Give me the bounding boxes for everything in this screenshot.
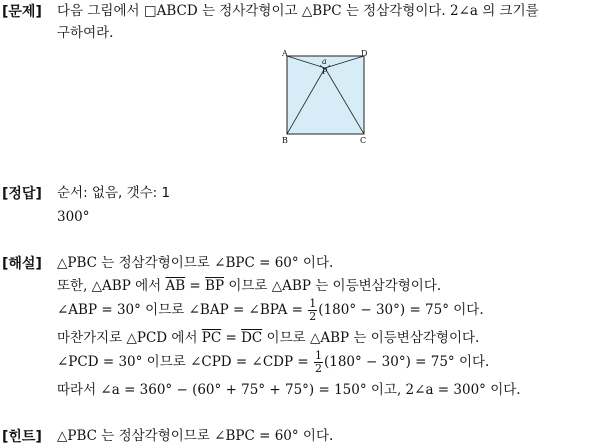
answer-text-line1: 순서: 없음, 갯수: 1 (57, 185, 171, 201)
answer-label: [정답] (2, 186, 42, 202)
fraction-one-half: $\frac{1}{2}$ (309, 297, 317, 323)
problem-text-line1: 다음 그림에서 □ABCD 는 정사각형이고 △BPC 는 정삼각형이다. 2∠a 의 크기를 (57, 3, 539, 19)
square-figure (276, 47, 376, 147)
angle-a-label: a (322, 57, 327, 66)
solution-line3: ∠ABP = 30° 이므로 ∠BAP = ∠BPA = $\frac{1}{2}$ (180° − 30°) = 75° 이다. (57, 297, 484, 323)
hint-label: [힌트] (2, 429, 42, 445)
vertex-b-label: B (282, 136, 288, 145)
solution-line4: 마찬가지로 △PCD 에서 $\overline{PC} = \overline{DC}$ 이므로 △ABP 는 이등변삼각형이다. (57, 330, 480, 346)
solution-line5: ∠PCD = 30° 이므로 ∠CPD = ∠CDP = $\frac{1}{2}$ (180° − 30°) = 75° 이다. (57, 349, 490, 375)
segment-pc-overline: $\overline{PC}$ (201, 330, 222, 346)
vertex-a-label: A (282, 49, 288, 58)
segment-dc-overline: $\overline{DC}$ (241, 330, 263, 346)
segment-bp-overline: $\overline{BP}$ (205, 278, 225, 294)
segment-ab-overline: $\overline{AB}$ (165, 278, 186, 294)
answer-value: 300° (57, 209, 90, 225)
problem-text-line2: 구하여라. (57, 25, 114, 41)
solution-line6: 따라서 ∠a = 360° − (60° + 75° + 75°) = 150° 이고, 2∠a = 300° 이다. (57, 382, 521, 398)
vertex-c-label: C (360, 136, 367, 145)
solution-label: [해설] (2, 256, 42, 272)
fraction-one-half: $\frac{1}{2}$ (314, 349, 322, 375)
problem-label: [문제] (2, 4, 42, 20)
point-p-label: P (322, 67, 328, 76)
solution-line2: 또한, △ABP 에서 $\overline{AB} = \overline{BP}$ 이므로 △ABP 는 이등변삼각형이다. (57, 278, 442, 294)
solution-line1: △PBC 는 정삼각형이므로 ∠BPC = 60° 이다. (57, 255, 334, 271)
vertex-d-label: D (361, 49, 368, 58)
hint-line1: △PBC 는 정삼각형이므로 ∠BPC = 60° 이다. (57, 428, 334, 444)
